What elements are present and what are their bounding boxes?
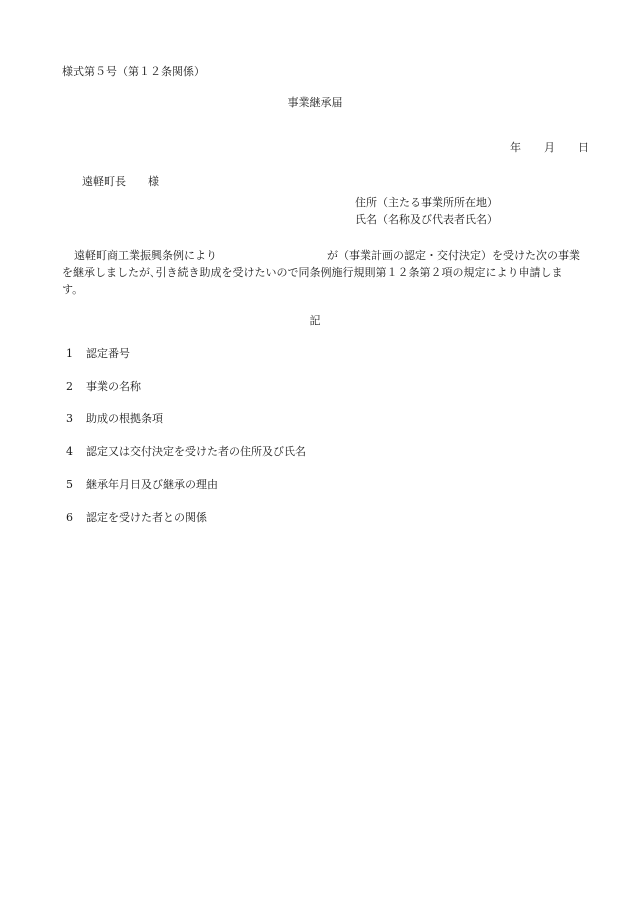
recipient-honorific: 様 <box>148 175 159 188</box>
date-day-label: 日 <box>578 141 589 154</box>
applicant-address-label: 住所（主たる事業所所在地） <box>355 196 498 209</box>
item-label: 認定を受けた者との関係 <box>86 511 207 524</box>
item-number: 1 <box>66 347 73 360</box>
item-label: 事業の名称 <box>86 380 141 393</box>
list-item <box>66 413 163 424</box>
list-item <box>66 348 130 359</box>
list-item <box>66 381 141 392</box>
date-year-label: 年 <box>510 141 521 154</box>
item-label: 認定又は交付決定を受けた者の住所及び氏名 <box>86 445 306 458</box>
date-month-label: 月 <box>544 141 555 154</box>
list-item <box>66 512 207 523</box>
item-label: 継承年月日及び継承の理由 <box>86 478 218 491</box>
body-paragraph <box>62 247 582 298</box>
recipient-name: 遠軽町長 <box>82 175 126 188</box>
applicant-name-label: 氏名（名称及び代表者氏名） <box>355 213 498 226</box>
date-line <box>503 131 589 153</box>
item-number: 3 <box>66 412 73 425</box>
item-label: 認定番号 <box>86 347 130 360</box>
document-title: 事業継承届 <box>287 96 343 109</box>
recipient <box>75 165 159 187</box>
body-part-1: 遠軽町商工業振興条例により <box>74 249 217 262</box>
item-label: 助成の根拠条項 <box>86 412 163 425</box>
body-part-2: が（事業計画の認定・交付決定）を受けた次の事業を継承しましたが､引き続き助成を受けたいので同条例施行規則第１２条第２項の規定により申請します。 <box>62 249 580 296</box>
list-item <box>66 479 218 490</box>
form-number: 様式第５号（第１２条関係） <box>62 65 205 78</box>
item-number: 2 <box>66 380 73 393</box>
item-number: 4 <box>66 445 73 458</box>
ki-heading: 記 <box>309 314 321 327</box>
list-item <box>66 446 306 457</box>
item-number: 5 <box>66 478 73 491</box>
item-number: 6 <box>66 511 73 524</box>
